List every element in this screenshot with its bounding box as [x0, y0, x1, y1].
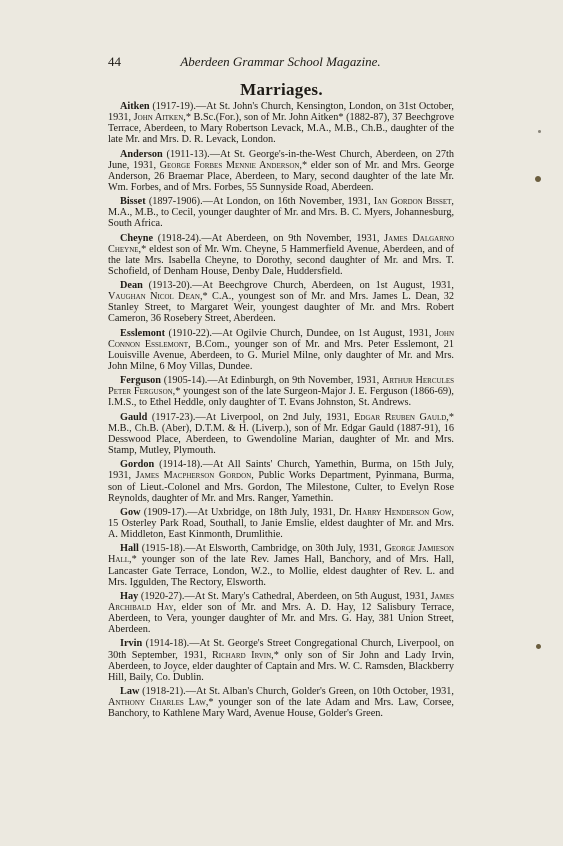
- marriage-entry: [108, 686, 454, 719]
- entry-text: (1914-18).—At All Saints' Church, Yamethin, Burma, on 15th July, 1931,: [108, 459, 454, 482]
- entry-surname: Gauld: [120, 411, 148, 423]
- entry-text: * B.Sc.(For.), son of Mr. John Aitken* (1882-87), 37 Beechgrove Terrace, Aberdeen, to Mary Robertson Levack, M.A., M.B., Ch.B., daughter of the late Mr. and Mrs. D. R. Levack, London.: [108, 112, 455, 146]
- entry-surname: Esslemont: [120, 327, 165, 339]
- entry-text: * C.A., youngest son of Mr. and Mrs. James L. Dean, 32 Stanley Street, to Margaret Weir, youngest daughter of Mr. and Mrs. Robert Cameron, 36 Rosebery Street, Aberdeen.: [108, 291, 454, 325]
- entry-text: * younger son of the late Adam and Mrs. Law, Corsee, Banchory, to Kathlene Mary Ward, Avenue House, Golder's Green.: [108, 697, 454, 720]
- page-number: 44: [108, 54, 121, 69]
- groom-name: George Jamieson Hall,: [108, 543, 454, 566]
- entry-surname: Law: [120, 686, 140, 698]
- entry-surname: Dean: [120, 280, 143, 292]
- entry-surname: Anderson: [120, 148, 163, 160]
- entry-text: (1917-23).—At Liverpool, on 2nd July, 1931,: [147, 411, 355, 423]
- entry-text: (1913-20).—At Beechgrove Church, Aberdeen, on 1st August, 1931,: [142, 280, 454, 292]
- marriage-entry: [108, 543, 454, 587]
- entry-text: * elder son of Mr. and Mrs. George Anderson, 26 Braemar Place, Aberdeen, to Mary, second daughter of the late Mr. Wm. Forbes, and of Mrs. Forbes, 55 Sunnyside Road, Aberdeen.: [108, 159, 454, 193]
- entry-text: (1911-13).—At St. George's-in-the-West Church, Aberdeen, on 27th June, 1931,: [108, 148, 454, 171]
- entry-text: (1910-22).—At Ogilvie Church, Dundee, on 1st August, 1931,: [165, 327, 435, 339]
- entry-surname: Bisset: [120, 196, 146, 208]
- marriage-entry: [108, 149, 454, 193]
- marriage-entry: [108, 459, 454, 503]
- entry-text: Public Works Department, Pyinmana, Burma, son of Lieut.-Colonel and Mrs. Gordon, The Milestone, Culter, to Evelyn Rose Reynolds, daughter of Mr. and Mrs. Ranger, Yamethin.: [108, 470, 455, 504]
- marriage-entry: [108, 280, 454, 324]
- marriage-entry: [108, 101, 454, 145]
- entry-text: (1905-14).—At Edinburgh, on 9th November, 1931,: [161, 375, 382, 387]
- entry-surname: Hall: [120, 543, 139, 555]
- marriage-entry: [108, 375, 454, 408]
- entry-surname: Gordon: [120, 459, 155, 471]
- entry-surname: Hay: [120, 590, 139, 602]
- entry-text: * eldest son of Mr. Wm. Cheyne, 5 Hammerfield Avenue, Aberdeen, and of the late Mrs. Isabella Cheyne, to Dorothy, second daughter of Mr. and Mrs. T. Schofield, of Denham House, Denby Dale, Huddersfield.: [108, 243, 454, 277]
- running-title: Aberdeen Grammar School Magazine.: [180, 54, 381, 69]
- groom-name: Edgar Reuben Gauld,: [354, 411, 449, 423]
- entry-text: * youngest son of the late Surgeon-Major J. E. Ferguson (1866-69), I.M.S., to Ethel Heddle, only daughter of T. Evans Johnston, St. Andrews.: [108, 386, 454, 409]
- decorative-speck: [538, 130, 541, 133]
- entry-text: M.A., M.B., to Cecil, younger daughter of Mr. and Mrs. B. C. Myers, Johannesburg, South Africa.: [108, 207, 455, 230]
- page-header: [108, 54, 453, 72]
- marriage-entries: [108, 101, 454, 723]
- section-title: Marriages.: [240, 80, 323, 99]
- marriage-entry: [108, 591, 454, 635]
- groom-name: James Archibald Hay,: [108, 590, 454, 613]
- groom-name: John Connon Esslemont,: [108, 327, 454, 350]
- entry-text: * M.B., Ch.B. (Aber), D.T.M. & H. (Liverp.), son of Mr. Edgar Gauld (1887-91), 16 Desswood Place, Aberdeen, to Gwendoline Marian, daughter of Mr. and Mrs. Stamp, Mutley, Plymouth.: [108, 411, 454, 457]
- entry-text: * younger son of the late Rev. James Hall, Banchory, and of Mrs. Hall, Lancaster Gate Terrace, London, W.2., to Mollie, eldest daughter of Rev. L. and Mrs. Iggulden, The Rectory, Elsworth.: [108, 554, 454, 588]
- entry-text: (1897-1906).—At London, on 16th November, 1931,: [145, 196, 374, 208]
- groom-name: John Aitken,: [133, 112, 186, 124]
- entry-text: (1909-17).—At Uxbridge, on 18th July, 1931, Dr.: [140, 506, 355, 518]
- marriage-entry: [108, 507, 454, 540]
- decorative-speck: [535, 176, 541, 182]
- entry-text: (1918-24).—At Aberdeen, on 9th November, 1931,: [153, 232, 385, 244]
- entry-surname: Irvin: [120, 638, 143, 650]
- groom-name: James Dalgarno Cheyne,: [108, 232, 455, 255]
- marriage-entry: [108, 233, 454, 277]
- entry-text: (1920-27).—At St. Mary's Cathedral, Aberdeen, on 5th August, 1931,: [138, 590, 431, 602]
- entry-text: 15 Osterley Park Road, Southall, to Janie Emslie, eldest daughter of Mr. and Mrs. A. Middleton, East Kinmonth, Drumlithie.: [108, 517, 454, 541]
- groom-name: George Forbes Mennie Anderson,: [159, 159, 302, 171]
- groom-name: James Macpherson Gordon,: [135, 470, 254, 482]
- entry-text: (1914-18).—At St. George's Street Congregational Church, Liverpool, on 30th September, 1931,: [108, 638, 454, 661]
- marriage-entry: [108, 328, 454, 372]
- groom-name: Vaughan Nicol Dean,: [108, 291, 203, 303]
- groom-name: Richard Irvin,: [211, 649, 274, 661]
- entry-text: (1917-19).—At St. John's Church, Kensington, London, on 31st October, 1931,: [108, 101, 454, 124]
- decorative-speck: [536, 644, 541, 649]
- entry-text: elder son of Mr. and Mrs. A. D. Hay, 12 Salisbury Terrace, Aberdeen, to Vera, younger daughter of Mr. and Mrs. G. Hay, 381 Union Street, Aberdeen.: [108, 602, 455, 636]
- entry-text: * only son of Sir John and Lady Irvin, Aberdeen, to Joyce, elder daughter of Captain and Mrs. W. C. Ramsden, Blackberry Hill, Baily, Co. Dublin.: [108, 649, 454, 683]
- groom-name: Ian Gordon Bisset,: [373, 196, 454, 208]
- entry-surname: Aitken: [120, 101, 150, 112]
- groom-name: Harry Henderson Gow,: [354, 506, 454, 518]
- marriage-entry: [108, 196, 454, 229]
- marriage-entry: [108, 412, 454, 456]
- entry-text: (1918-21).—At St. Alban's Church, Golder's Green, on 10th October, 1931,: [139, 686, 454, 698]
- marriage-entry: [108, 638, 454, 682]
- entry-text: B.Com., younger son of Mr. and Mrs. Peter Esslemont, 21 Louisville Avenue, Aberdeen, to G. Muriel Milne, only daughter of Mr. and Mrs. John Milne, 6 Moy Villas, Dundee.: [108, 338, 454, 372]
- entry-surname: Ferguson: [120, 375, 161, 387]
- groom-name: Arthur Hercules Peter Ferguson,: [108, 375, 454, 398]
- groom-name: Anthony Charles Law,: [108, 697, 209, 709]
- entry-text: (1915-18).—At Elsworth, Cambridge, on 30th July, 1931,: [138, 543, 385, 555]
- entry-surname: Cheyne: [120, 232, 154, 244]
- entry-surname: Gow: [120, 506, 141, 518]
